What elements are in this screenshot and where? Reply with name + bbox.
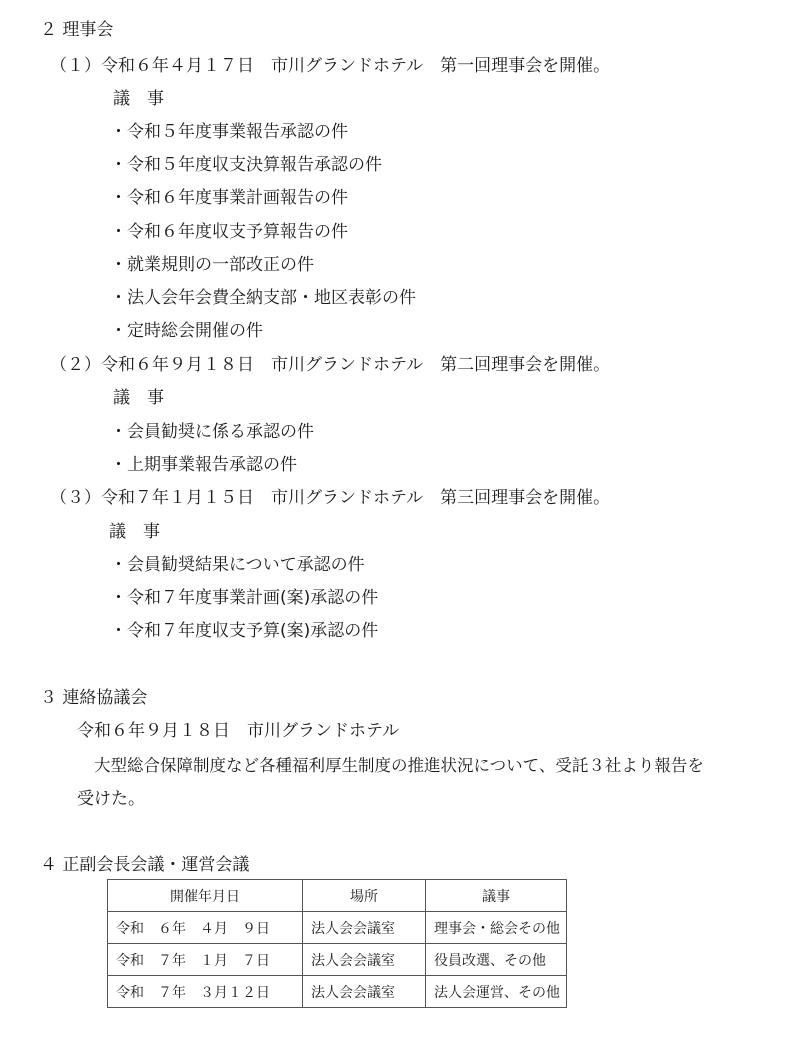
column-header-place: 場所 (303, 880, 426, 912)
agenda-item: ・令和６年度収支予算報告の件 (110, 222, 348, 242)
agenda-item: ・会員勧奨に係る承認の件 (110, 422, 314, 442)
table-header-row (108, 880, 567, 912)
table-row (108, 976, 567, 1008)
liaison-date-line: 令和６年９月１８日 市川グランドホテル (77, 721, 400, 741)
liaison-body-line-2: 受けた。 (77, 789, 145, 809)
cell-date: 令和 ６年 ４月 ９日 (108, 912, 303, 944)
agenda-item: ・令和７年度事業計画(案)承認の件 (110, 588, 379, 608)
meetings-table (107, 879, 567, 1008)
cell-agenda: 役員改選、その他 (426, 944, 567, 976)
agenda-item: ・上期事業報告承認の件 (110, 455, 297, 475)
cell-agenda: 法人会運営、その他 (426, 976, 567, 1008)
meeting-3-line: （３）令和７年１月１５日 市川グランドホテル 第三回理事会を開催。 (50, 488, 611, 508)
table-row (108, 944, 567, 976)
cell-agenda: 理事会・総会その他 (426, 912, 567, 944)
cell-date: 令和 ７年 ３月１２日 (108, 976, 303, 1008)
meeting-2-agenda-label: 議 事 (113, 388, 164, 408)
agenda-item: ・定時総会開催の件 (110, 321, 263, 341)
agenda-item: ・令和６年度事業計画報告の件 (110, 188, 348, 208)
meeting-1-line: （１）令和６年４月１７日 市川グランドホテル 第一回理事会を開催。 (50, 56, 611, 76)
cell-place: 法人会会議室 (303, 944, 426, 976)
agenda-item: ・令和７年度収支予算(案)承認の件 (110, 621, 379, 641)
meeting-3-agenda-label: 議 事 (109, 522, 160, 542)
agenda-item: ・就業規則の一部改正の件 (110, 255, 314, 275)
agenda-item: ・法人会年会費全納支部・地区表彰の件 (110, 288, 416, 308)
agenda-item: ・会員勧奨結果について承認の件 (110, 555, 365, 575)
section-4-heading: ４ 正副会長会議・運営会議 (40, 855, 250, 875)
cell-place: 法人会会議室 (303, 976, 426, 1008)
cell-date: 令和 ７年 １月 ７日 (108, 944, 303, 976)
meeting-2-line: （２）令和６年９月１８日 市川グランドホテル 第二回理事会を開催。 (50, 355, 611, 375)
section-3-heading: ３ 連絡協議会 (40, 688, 148, 708)
column-header-agenda: 議事 (426, 880, 567, 912)
column-header-date: 開催年月日 (108, 880, 303, 912)
cell-place: 法人会会議室 (303, 912, 426, 944)
liaison-body-line-1: 大型総合保障制度など各種福利厚生制度の推進状況について、受託３社より報告を (94, 756, 704, 775)
agenda-item: ・令和５年度事業報告承認の件 (110, 122, 348, 142)
agenda-item: ・令和５年度収支決算報告承認の件 (110, 155, 382, 175)
table-row (108, 912, 567, 944)
meeting-1-agenda-label: 議 事 (113, 89, 164, 109)
section-2-heading: ２ 理事会 (40, 20, 114, 40)
